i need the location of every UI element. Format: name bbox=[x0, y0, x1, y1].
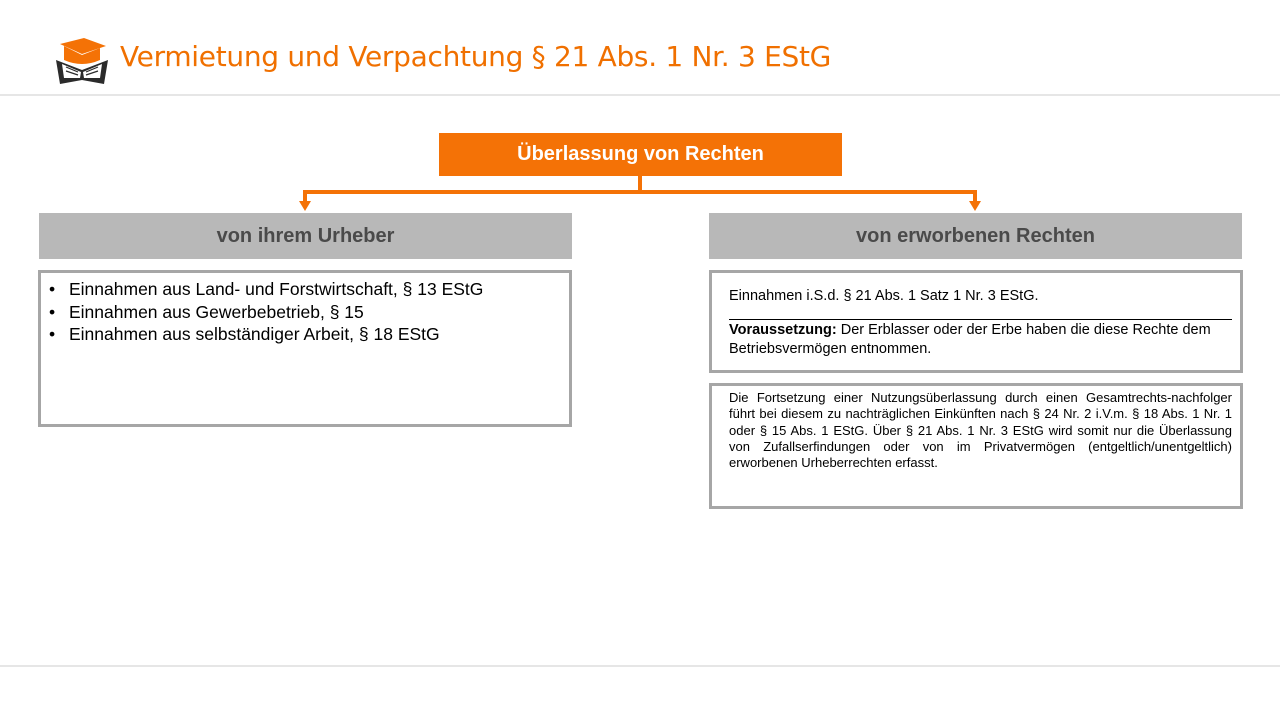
left-content-box bbox=[38, 270, 572, 427]
branch-heading-right: von erworbenen Rechten bbox=[709, 213, 1242, 259]
divider bbox=[729, 319, 1232, 320]
right-content-box-note bbox=[709, 383, 1243, 509]
footer-divider bbox=[0, 665, 1280, 667]
list-item: • Einnahmen aus selbständiger Arbeit, § 18 EStG bbox=[49, 324, 440, 344]
slide-title: Vermietung und Verpachtung § 21 Abs. 1 Nr. 3 EStG bbox=[120, 40, 832, 73]
condition-label: Voraussetzung: bbox=[729, 322, 837, 338]
definition-text: Einnahmen i.S.d. § 21 Abs. 1 Satz 1 Nr. 3 EStG. bbox=[729, 288, 1039, 304]
condition-body: Der Erblasser oder der Erbe haben die diese Rechte dem Betriebsvermögen entnommen. bbox=[729, 322, 1211, 357]
bullet-icon: • bbox=[49, 301, 56, 322]
bullet-icon: • bbox=[49, 279, 56, 299]
income-list bbox=[49, 278, 561, 346]
arrow-head-right bbox=[969, 201, 981, 211]
right-content-box-definition bbox=[709, 270, 1243, 373]
bullet-icon: • bbox=[49, 324, 56, 344]
branch-heading-left: von ihrem Urheber bbox=[39, 213, 572, 259]
list-item: • Einnahmen aus Gewerbebetrieb, § 15 bbox=[49, 301, 364, 322]
condition-text bbox=[729, 321, 1232, 359]
note-text: Die Fortsetzung einer Nutzungsüberlassung durch einen Gesamtrechts-nachfolger führt bei diesem zu nachträglichen Einkünften nach § 24 Nr. 2 i.V.m. § 18 Abs. 1 Nr. 1 oder § 15 Abs. 1 EStG. Über § 21 Abs. 1 Nr. 3 EStG wird somit nur die Überlassung von Zufallserfindungen oder von im Privatvermögen (entgeltlich/unentgeltlich) erworbenen Urheberrechten erfasst. bbox=[729, 390, 1232, 471]
arrow-head-left bbox=[299, 201, 311, 211]
list-item: • Einnahmen aus Land- und Forstwirtschaft, § 13 EStG bbox=[49, 279, 484, 299]
root-node: Überlassung von Rechten bbox=[439, 133, 842, 176]
